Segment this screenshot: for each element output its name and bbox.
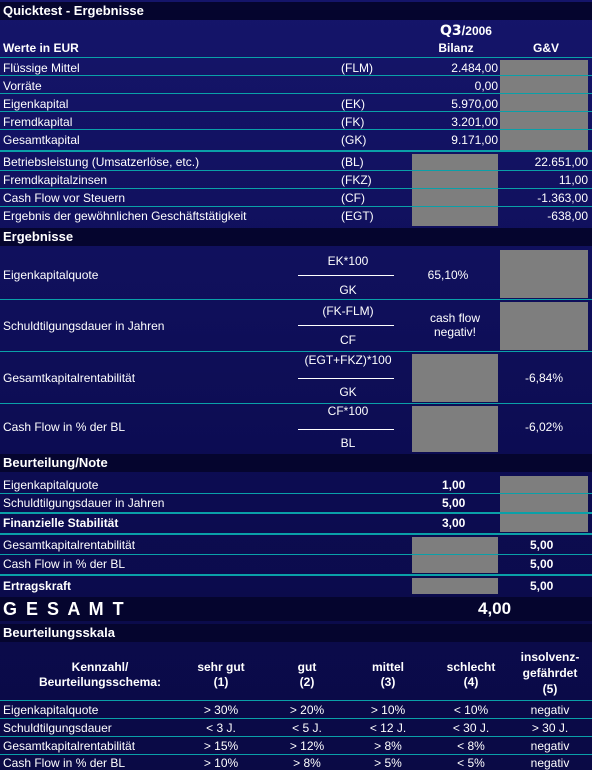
period-year: 2006	[465, 24, 492, 38]
units-label: Werte in EUR	[3, 41, 79, 55]
scale-header	[0, 624, 592, 642]
balance-value: 0,00	[474, 79, 498, 93]
formula-numerator: CF*100	[327, 404, 369, 418]
balance-label: Eigenkapital	[3, 97, 69, 111]
total-value: 4,00	[478, 599, 512, 618]
scale-cell: negativ	[530, 756, 570, 770]
result-label: Gesamtkapitalrentabilität	[3, 371, 136, 385]
balance-label: Fremdkapital	[3, 115, 73, 129]
rating-value: 5,00	[530, 579, 554, 593]
scale-head-c2-l2: (2)	[299, 675, 315, 689]
balance-abbr: (EK)	[341, 97, 365, 111]
balance-value: 9.171,00	[451, 133, 498, 147]
scale-cell: > 10%	[370, 703, 406, 717]
scale-cell: < 5%	[457, 756, 485, 770]
title-bar	[0, 2, 592, 20]
scale-cell: < 10%	[453, 703, 489, 717]
period-separator: /	[461, 23, 466, 38]
fraction-line	[298, 275, 394, 276]
period-quarter: Q3	[440, 23, 462, 39]
rating-value: 5,00	[442, 496, 466, 510]
result-value: 65,10%	[427, 268, 469, 282]
col-bilanz-header: Bilanz	[438, 41, 474, 55]
rating-label: Ertragskraft	[3, 579, 72, 593]
scale-cell: > 15%	[203, 739, 239, 753]
guv-value: 22.651,00	[534, 155, 588, 169]
scale-head-c5-l3: (5)	[542, 682, 558, 696]
scale-head-c3-l2: (3)	[380, 675, 396, 689]
balance-abbr: (FLM)	[341, 61, 373, 75]
balance-abbr: (GK)	[341, 133, 367, 147]
rating-value: 1,00	[442, 478, 466, 492]
scale-cell: < 3 J.	[206, 721, 236, 735]
scale-cell: > 30 J.	[531, 721, 569, 735]
guv-label: Fremdkapitalzinsen	[3, 173, 108, 187]
result-gray	[500, 302, 588, 350]
guv-label: Cash Flow vor Steuern	[3, 191, 126, 205]
rating-value: 5,00	[530, 557, 554, 571]
rating-label: Schuldtilgungsdauer in Jahren	[3, 496, 165, 510]
rating-label: Gesamtkapitalrentabilität	[3, 538, 136, 552]
scale-head-c0-l1: Kennzahl/	[71, 660, 129, 674]
rating-value: 3,00	[442, 516, 466, 530]
scale-cell: > 8%	[293, 756, 321, 770]
scale-cell: Gesamtkapitalrentabilität	[3, 739, 136, 753]
bilanz-gray-block	[412, 154, 498, 226]
scale-head-c5-l1: insolvenz-	[520, 650, 580, 664]
scale-head-c0-l2: Beurteilungsschema:	[38, 675, 162, 689]
rating-label: Eigenkapitalquote	[3, 478, 99, 492]
result-label: Eigenkapitalquote	[3, 268, 99, 282]
scale-cell: < 8%	[457, 739, 485, 753]
result-note-line1: cash flow	[429, 311, 481, 325]
formula-denominator: CF	[340, 333, 356, 347]
guv-abbr: (FKZ)	[341, 173, 372, 187]
rating-title: Beurteilung/Note	[3, 455, 108, 470]
scale-cell: negativ	[530, 703, 570, 717]
scale-head-c2-l1: gut	[297, 660, 317, 674]
total-bar	[0, 597, 592, 621]
guv-label: Ergebnis der gewöhnlichen Geschäftstätigkeit	[3, 209, 247, 223]
scale-head-c3-l1: mittel	[371, 660, 404, 674]
formula-denominator: BL	[340, 436, 356, 450]
scale-cell: negativ	[530, 739, 570, 753]
guv-value: 11,00	[558, 173, 588, 187]
rating-label: Cash Flow in % der BL	[3, 557, 126, 571]
balance-value: 3.201,00	[451, 115, 498, 129]
scale-cell: < 5 J.	[292, 721, 322, 735]
guv-value: -638,00	[547, 209, 588, 223]
scale-cell: > 12%	[289, 739, 325, 753]
scale-head-c1-l1: sehr gut	[197, 660, 245, 674]
result-gray	[412, 406, 498, 452]
scale-cell: > 5%	[374, 756, 402, 770]
guv-abbr: (BL)	[341, 155, 364, 169]
scale-head-c4-l2: (4)	[463, 675, 479, 689]
fraction-line	[298, 429, 394, 430]
page-title: Quicktest - Ergebnisse	[3, 3, 144, 18]
balance-label: Gesamtkapital	[3, 133, 80, 147]
guv-label: Betriebsleistung (Umsatzerlöse, etc.)	[3, 155, 200, 169]
balance-value: 2.484,00	[451, 61, 498, 75]
result-gray	[412, 354, 498, 402]
result-value: -6,02%	[524, 420, 564, 434]
scale-cell: Eigenkapitalquote	[3, 703, 99, 717]
result-note-line2: negativ!	[433, 325, 477, 339]
scale-cell: < 30 J.	[452, 721, 490, 735]
formula-denominator: GK	[339, 385, 357, 399]
results-title: Ergebnisse	[3, 229, 74, 244]
rating-gray-bilanz	[412, 578, 498, 594]
rating-header	[0, 454, 592, 472]
result-label: Cash Flow in % der BL	[3, 420, 126, 434]
scale-cell: > 30%	[203, 703, 239, 717]
fraction-line	[298, 378, 394, 379]
guv-abbr: (CF)	[341, 191, 365, 205]
scale-cell: > 8%	[374, 739, 402, 753]
scale-title: Beurteilungsskala	[3, 625, 115, 640]
scale-head-c1-l2: (1)	[213, 675, 229, 689]
rating-gray-bilanz	[412, 537, 498, 573]
total-label: G E S A M T	[3, 599, 126, 619]
scale-cell: > 10%	[203, 756, 239, 770]
period-label	[440, 24, 492, 38]
rating-value: 5,00	[530, 538, 554, 552]
balance-label: Flüssige Mittel	[3, 61, 80, 75]
scale-cell: > 20%	[289, 703, 325, 717]
guv-abbr: (EGT)	[341, 209, 374, 223]
balance-abbr: (FK)	[341, 115, 365, 129]
balance-label: Vorräte	[3, 79, 42, 93]
col-guv-header: G&V	[532, 41, 559, 55]
formula-numerator: (EGT+FKZ)*100	[304, 353, 392, 367]
results-header	[0, 228, 592, 246]
scale-cell: < 12 J.	[369, 721, 407, 735]
scale-cell: Cash Flow in % der BL	[3, 756, 126, 770]
guv-gray-block	[500, 60, 588, 150]
balance-value: 5.970,00	[451, 97, 498, 111]
guv-value: -1.363,00	[537, 191, 588, 205]
formula-denominator: GK	[339, 283, 357, 297]
rating-label: Finanzielle Stabilität	[3, 516, 119, 530]
result-gray	[500, 250, 588, 298]
result-value: -6,84%	[524, 371, 564, 385]
formula-numerator: (FK-FLM)	[322, 304, 374, 318]
scale-head-c4-l1: schlecht	[446, 660, 496, 674]
result-label: Schuldtilgungsdauer in Jahren	[3, 319, 165, 333]
scale-cell: Schuldtilgungsdauer	[3, 721, 112, 735]
rating-gray-guv	[500, 476, 588, 532]
formula-numerator: EK*100	[327, 254, 369, 268]
scale-head-c5-l2: gefährdet	[522, 666, 578, 680]
fraction-line	[298, 325, 394, 326]
